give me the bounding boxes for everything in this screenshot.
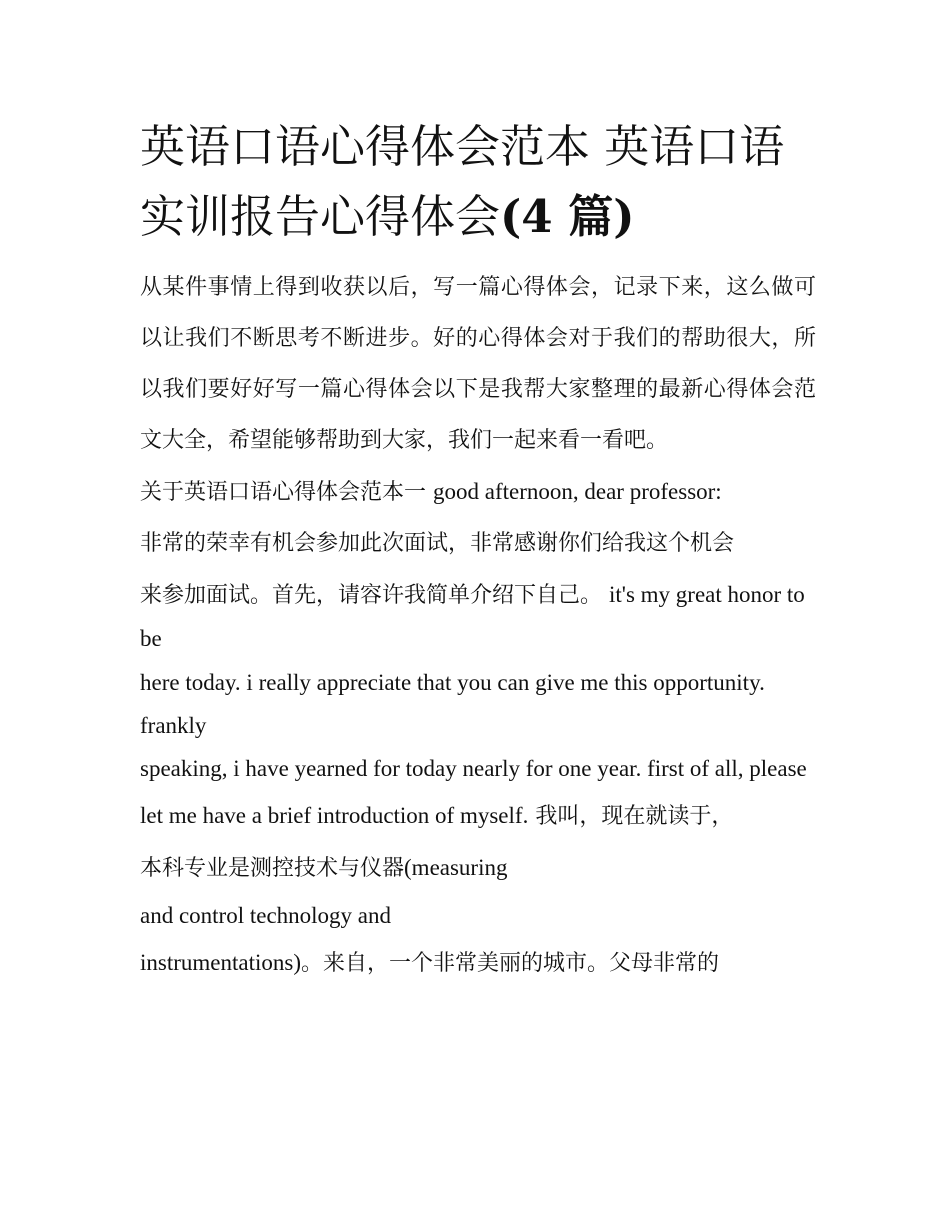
body-line-8-en: instrumentations): [140, 950, 301, 975]
section-heading-cn: 关于英语口语心得体会范本一: [140, 480, 427, 505]
title-text: 英语口语心得体会范本 英语口语实训报告心得体会: [140, 120, 785, 243]
body-line-6-en: (measuring: [404, 855, 508, 880]
body-line-6: [140, 842, 816, 894]
body-line-2-cn: 来参加面试。首先，请容许我简单介绍下自己。: [140, 583, 603, 608]
body-line-3: here today. i really appreciate that you can give me this opportunity. frankly: [140, 670, 765, 738]
body-line-2-en: it's my great honor to be: [140, 582, 805, 651]
body-line-2: [140, 569, 816, 661]
body-line-1: 非常的荣幸有机会参加此次面试，非常感谢你们给我这个机会: [140, 531, 735, 556]
body-line-7: and control technology and: [140, 903, 392, 928]
section-heading: [140, 466, 816, 518]
intro-paragraph: 从某件事情上得到收获以后，写一篇心得体会，记录下来，这么做可以让我们不断思考不断进步。好的心得体会对于我们的帮助很大，所以我们要好好写一篇心得体会以下是我帮大家整理的最新心得体会范文大全，希望能够帮助到大家，我们一起来看一看吧。: [140, 275, 816, 453]
body-line-6-cn: 本科专业是测控技术与仪器: [140, 856, 405, 881]
body-line-4: speaking, i have yearned for today nearly for one year. first of all, please: [140, 756, 807, 781]
section-heading-en: good afternoon, dear professor:: [433, 479, 722, 504]
document-body: [140, 112, 816, 989]
body-line-8: [140, 937, 816, 989]
body-line-5: [140, 790, 816, 842]
body-line-5-cn: 我叫，现在就读于，: [535, 804, 734, 829]
document-title: [140, 112, 816, 252]
body-line-5-en: let me have a brief introduction of myself.: [140, 803, 529, 828]
title-count: (4 篇): [500, 190, 635, 243]
body-line-8-cn: 。来自，一个非常美丽的城市。父母非常的: [300, 951, 719, 976]
